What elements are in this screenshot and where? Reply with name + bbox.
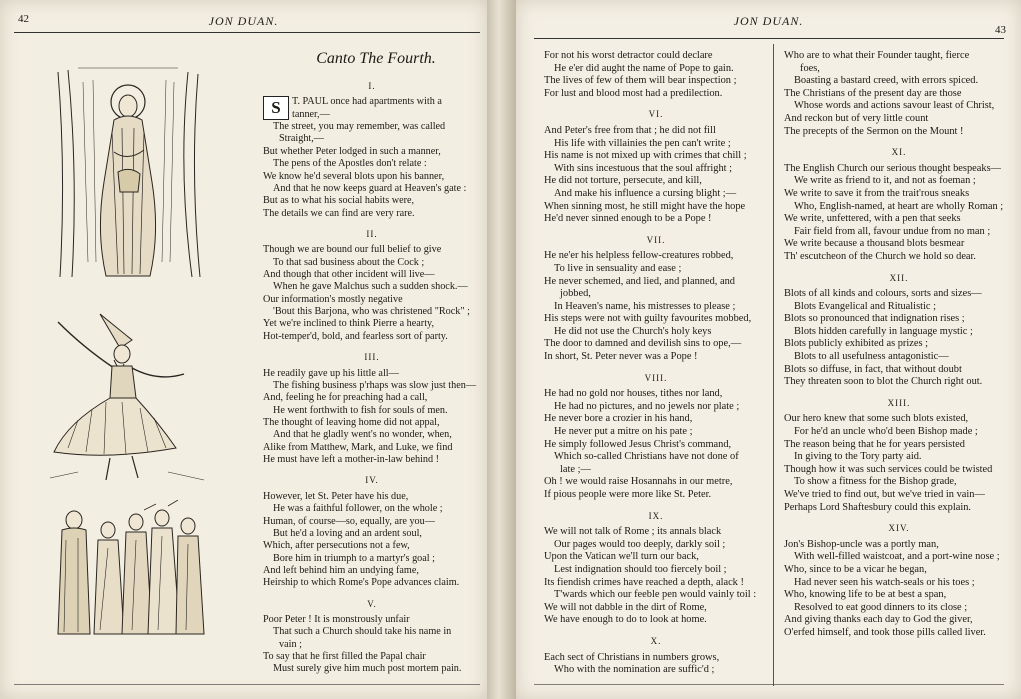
verse-line bbox=[263, 294, 481, 306]
verse-line bbox=[263, 133, 481, 145]
left-text-column bbox=[263, 72, 481, 676]
verse-line bbox=[784, 476, 1014, 489]
verse-text: He was a faithful follower, on the whole ; bbox=[273, 503, 443, 515]
verse-text: He did not torture, persecute, and kill, bbox=[544, 175, 702, 187]
verse-line bbox=[544, 577, 768, 590]
stanza bbox=[544, 372, 768, 502]
verse-line bbox=[263, 183, 481, 195]
verse-line bbox=[784, 602, 1014, 615]
verse-line bbox=[784, 175, 1014, 188]
verse-text: late ;— bbox=[560, 463, 591, 475]
verse-text: The pens of the Apostles don't relate : bbox=[273, 158, 427, 170]
verse-line bbox=[784, 226, 1014, 239]
verse-text: The Christians of the present day are those bbox=[784, 87, 962, 99]
verse-line bbox=[263, 626, 481, 638]
verse-line bbox=[784, 100, 1014, 113]
verse-line bbox=[544, 288, 768, 301]
verse-line bbox=[544, 88, 768, 101]
stanza-numeral: VI. bbox=[648, 109, 664, 120]
verse-line bbox=[263, 281, 481, 293]
verse-text: His name is not mixed up with crimes that chill ; bbox=[544, 150, 747, 162]
verse-text: We've tried to find out, but we've tried in vain— bbox=[784, 489, 985, 500]
verse-text: Which so-called Christians have not done of bbox=[554, 451, 739, 463]
verse-line bbox=[544, 388, 768, 401]
stanza bbox=[544, 510, 768, 627]
stanza bbox=[784, 272, 1014, 389]
verse-text: Yet we're inclined to think Pierre a hearty, bbox=[263, 318, 435, 330]
verse-line bbox=[263, 565, 481, 577]
verse-line bbox=[784, 614, 1014, 627]
verse-line bbox=[544, 551, 768, 564]
verse-line bbox=[263, 331, 481, 343]
verse-text: Our information's mostly negative bbox=[263, 293, 403, 305]
verse-line bbox=[784, 313, 1014, 326]
verse-line bbox=[784, 627, 1014, 640]
verse-text: T. PAUL once had apartments with a bbox=[292, 96, 442, 108]
verse-line bbox=[544, 138, 768, 151]
stanza bbox=[263, 351, 481, 466]
verse-line bbox=[263, 614, 481, 626]
verse-line bbox=[263, 528, 481, 540]
verse-text: The lives of few of them will bear inspection ; bbox=[544, 75, 737, 87]
verse-line bbox=[544, 413, 768, 426]
illustration-crowd bbox=[48, 500, 208, 640]
verse-line bbox=[263, 380, 481, 392]
verse-line bbox=[784, 589, 1014, 602]
verse-line bbox=[784, 539, 1014, 552]
header-rule bbox=[14, 32, 480, 33]
verse-text: We know he'd several blots upon his banner, bbox=[263, 170, 445, 182]
verse-text: Blots publicly exhibited as prizes ; bbox=[784, 338, 929, 350]
verse-text: And giving thanks each day to God the giver, bbox=[784, 614, 973, 626]
verse-text: Who are to what their Founder taught, fierce bbox=[784, 50, 970, 61]
verse-line bbox=[544, 426, 768, 439]
verse-text: Th' escutcheon of the Church we hold so dear. bbox=[784, 250, 977, 262]
verse-line bbox=[544, 338, 768, 351]
right-text-column-2 bbox=[784, 50, 1014, 640]
verse-line bbox=[544, 614, 768, 627]
verse-line bbox=[784, 301, 1014, 314]
verse-text: And, feeling he for preaching had a call, bbox=[263, 392, 428, 404]
verse-line bbox=[784, 376, 1014, 389]
verse-line bbox=[784, 489, 1014, 502]
verse-text: But he'd a loving and an ardent soul, bbox=[273, 527, 422, 539]
verse-text: foes, bbox=[800, 62, 820, 74]
verse-text: For he'd an uncle who'd been Bishop made ; bbox=[794, 426, 978, 438]
verse-text: O'erfed himself, and took those pills called liver. bbox=[784, 626, 986, 638]
verse-text: To that sad business about the Cock ; bbox=[273, 256, 425, 268]
column-divider bbox=[773, 44, 774, 686]
verse-line bbox=[544, 276, 768, 289]
verse-text: But whether Peter lodged in such a manner, bbox=[263, 145, 441, 157]
verse-line bbox=[544, 213, 768, 226]
verse-text: He had no gold nor houses, tithes nor land, bbox=[544, 388, 723, 400]
verse-line bbox=[544, 150, 768, 163]
verse-text: Blots of all kinds and colours, sorts and sizes— bbox=[784, 288, 982, 300]
verse-line bbox=[263, 195, 481, 207]
illustration-saint-figure bbox=[48, 62, 208, 282]
verse-line bbox=[784, 426, 1014, 439]
verse-line bbox=[263, 405, 481, 417]
verse-line bbox=[263, 491, 481, 503]
verse-text: The reason being that he for years persisted bbox=[784, 438, 965, 450]
verse-text: Alike from Matthew, Mark, and Luke, we find bbox=[263, 441, 453, 453]
verse-line bbox=[784, 439, 1014, 452]
verse-line bbox=[784, 413, 1014, 426]
stanza-numeral: V. bbox=[367, 598, 377, 609]
verse-line bbox=[784, 113, 1014, 126]
verse-text: His life with villainies the pen can't write ; bbox=[554, 137, 731, 149]
verse-text: And that he gladly went's no wonder, when, bbox=[273, 429, 452, 441]
stanza-numeral: XIV. bbox=[888, 523, 910, 534]
verse-text: The door to damned and devilish sins to ope,— bbox=[544, 338, 742, 350]
verse-text: Had never seen his watch-seals or his toes ; bbox=[794, 576, 975, 588]
verse-line bbox=[544, 489, 768, 502]
verse-text: We will not talk of Rome ; its annals black bbox=[544, 526, 722, 538]
verse-text: And left behind him an undying fame, bbox=[263, 564, 419, 576]
verse-line bbox=[784, 502, 1014, 515]
verse-line bbox=[263, 208, 481, 220]
drop-cap: S bbox=[263, 96, 289, 120]
verse-line bbox=[263, 306, 481, 318]
verse-line bbox=[784, 50, 1014, 63]
verse-text: He ne'er his helpless fellow-creatures robbed, bbox=[544, 250, 734, 262]
verse-text: He did not use the Church's holy keys bbox=[554, 325, 712, 337]
verse-text: Who with the nomination are suffic'd ; bbox=[554, 664, 715, 676]
stanza bbox=[263, 474, 481, 589]
verse-line bbox=[544, 250, 768, 263]
stanza bbox=[544, 234, 768, 364]
running-head: JON DUAN. bbox=[733, 14, 804, 28]
verse-line bbox=[263, 651, 481, 663]
verse-text: jobbed, bbox=[560, 288, 591, 300]
verse-line bbox=[784, 213, 1014, 226]
verse-line bbox=[544, 175, 768, 188]
verse-line bbox=[784, 88, 1014, 101]
verse-text: He must have left a mother-in-law behind ! bbox=[263, 454, 440, 466]
stanza bbox=[784, 522, 1014, 639]
verse-line bbox=[544, 50, 768, 63]
verse-text: The fishing business p'rhaps was slow just then— bbox=[273, 379, 477, 391]
running-head: JON DUAN. bbox=[208, 14, 279, 28]
stanza bbox=[544, 50, 768, 100]
verse-line bbox=[544, 464, 768, 477]
verse-text: And though that other incident will live— bbox=[263, 269, 435, 281]
verse-line bbox=[784, 201, 1014, 214]
verse-text: Hot-temper'd, bold, and fearless sort of party. bbox=[263, 330, 448, 342]
page-number: 42 bbox=[18, 13, 29, 25]
header-rule bbox=[534, 38, 1004, 39]
verse-text: Who, knowing life to be at best a span, bbox=[784, 589, 947, 601]
verse-line bbox=[544, 589, 768, 602]
stanza-numeral: IV. bbox=[365, 475, 379, 486]
verse-text: The thought of leaving home did not appal, bbox=[263, 416, 440, 428]
verse-text: When sinning most, he still might have the hope bbox=[544, 200, 746, 212]
verse-line bbox=[544, 564, 768, 577]
stanza bbox=[263, 228, 481, 343]
verse-line bbox=[263, 553, 481, 565]
verse-text: He readily gave up his little all— bbox=[263, 367, 399, 379]
verse-line bbox=[544, 201, 768, 214]
verse-text: The English Church our serious thought bespeaks— bbox=[784, 162, 1002, 174]
verse-line bbox=[544, 188, 768, 201]
verse-text: Blots Evangelical and Ritualistic ; bbox=[794, 300, 936, 312]
stanza-numeral: IX. bbox=[648, 510, 664, 521]
right-text-column-1 bbox=[544, 50, 768, 677]
verse-text: Upon the Vatican we'll turn our back, bbox=[544, 551, 699, 563]
verse-line bbox=[784, 364, 1014, 377]
verse-text: T'wards which our feeble pen would vainly toil : bbox=[554, 589, 757, 601]
verse-text: They threaten soon to blot the Church right out. bbox=[784, 376, 983, 388]
verse-line bbox=[544, 652, 768, 665]
verse-text: Oh ! we would raise Hosannahs in our metre, bbox=[544, 476, 733, 488]
verse-line bbox=[263, 146, 481, 158]
stanza-numeral: II. bbox=[366, 228, 378, 239]
verse-line bbox=[784, 564, 1014, 577]
verse-line bbox=[784, 577, 1014, 590]
verse-line bbox=[263, 454, 481, 466]
verse-text: Though how it was such services could be twisted bbox=[784, 463, 993, 475]
footer-rule bbox=[14, 684, 480, 685]
verse-text: He simply followed Jesus Christ's command, bbox=[544, 438, 732, 450]
verse-text: We will not dabble in the dirt of Rome, bbox=[544, 601, 707, 613]
verse-line bbox=[544, 313, 768, 326]
verse-text: Lest indignation should too fiercely boil ; bbox=[554, 563, 727, 575]
verse-line bbox=[544, 263, 768, 276]
verse-text: With sins incestuous that the soul affright ; bbox=[554, 162, 733, 174]
book-gutter bbox=[487, 0, 516, 699]
verse-text: He had no pictures, and no jewels nor plate ; bbox=[554, 400, 740, 412]
verse-line bbox=[784, 188, 1014, 201]
verse-line bbox=[784, 163, 1014, 176]
verse-text: His steps were not with guilty favourites mobbed, bbox=[544, 313, 752, 325]
verse-text: And Peter's free from that ; he did not fill bbox=[544, 124, 716, 136]
verse-text: In short, St. Peter never was a Pope ! bbox=[544, 351, 698, 363]
verse-text: If pious people were more like St. Peter. bbox=[544, 489, 712, 500]
verse-line bbox=[544, 351, 768, 364]
verse-text: Resolved to eat good dinners to its close ; bbox=[794, 601, 968, 613]
verse-line bbox=[784, 451, 1014, 464]
verse-line bbox=[544, 163, 768, 176]
verse-line bbox=[784, 251, 1014, 264]
verse-text: He never schemed, and lied, and planned, and bbox=[544, 275, 735, 287]
verse-line bbox=[263, 442, 481, 454]
verse-line bbox=[544, 476, 768, 489]
verse-text: Bore him in triumph to a martyr's goal ; bbox=[273, 552, 435, 564]
verse-line bbox=[784, 464, 1014, 477]
verse-line bbox=[263, 158, 481, 170]
stanza bbox=[784, 397, 1014, 514]
left-page bbox=[0, 0, 487, 699]
verse-text: Who, English-named, at heart are wholly Roman ; bbox=[794, 200, 1004, 212]
verse-line bbox=[784, 75, 1014, 88]
illustration-dancing-figure bbox=[48, 302, 208, 487]
verse-text: We write to save it from the trait'rous sneaks bbox=[784, 187, 970, 199]
verse-line bbox=[263, 417, 481, 429]
stanza-numeral: VII. bbox=[646, 234, 666, 245]
verse-line bbox=[263, 318, 481, 330]
verse-text: He e'er did aught the name of Pope to gain. bbox=[554, 62, 734, 74]
verse-line bbox=[544, 664, 768, 677]
verse-text: When he gave Malchus such a sudden shock.— bbox=[273, 281, 468, 293]
verse-text: In Heaven's name, his mistresses to please ; bbox=[554, 300, 736, 312]
verse-line bbox=[263, 540, 481, 552]
verse-text: And reckon but of very little count bbox=[784, 112, 929, 124]
verse-line bbox=[784, 238, 1014, 251]
verse-text: To say that he first filled the Papal chair bbox=[263, 651, 426, 663]
verse-line bbox=[263, 663, 481, 675]
verse-text: Each sect of Christians in numbers grows, bbox=[544, 651, 720, 663]
verse-line bbox=[544, 526, 768, 539]
verse-text: And make his influence a cursing blight ;— bbox=[554, 187, 737, 199]
verse-line bbox=[263, 429, 481, 441]
stanza bbox=[263, 598, 481, 676]
verse-line bbox=[544, 301, 768, 314]
stanza-numeral: XIII. bbox=[887, 397, 911, 408]
verse-text: We write because a thousand blots besmear bbox=[784, 238, 965, 250]
verse-text: To show a fitness for the Bishop grade, bbox=[794, 476, 957, 488]
verse-text: Though we are bound our full belief to give bbox=[263, 244, 442, 256]
verse-text: For not his worst detractor could declare bbox=[544, 50, 713, 61]
verse-line bbox=[784, 551, 1014, 564]
stanza bbox=[784, 50, 1014, 138]
verse-text: He went forthwith to fish for souls of men. bbox=[273, 404, 448, 416]
verse-line bbox=[544, 401, 768, 414]
verse-text: And that he now keeps guard at Heaven's gate : bbox=[273, 182, 467, 194]
verse-line bbox=[784, 288, 1014, 301]
verse-text: But as to what his social habits were, bbox=[263, 195, 415, 207]
verse-text: Our pages would too deeply, darkly soil ; bbox=[554, 538, 726, 550]
page-number: 43 bbox=[995, 24, 1006, 36]
verse-line bbox=[784, 351, 1014, 364]
stanza-numeral: III. bbox=[364, 352, 380, 363]
verse-text: He'd never sinned enough to be a Pope ! bbox=[544, 213, 712, 225]
verse-text: Straight,— bbox=[279, 133, 324, 145]
verse-line bbox=[263, 503, 481, 515]
verse-line bbox=[263, 516, 481, 528]
verse-text: Jon's Bishop-uncle was a portly man, bbox=[784, 538, 939, 550]
verse-text: In giving to the Tory party aid. bbox=[794, 451, 922, 463]
verse-line bbox=[263, 109, 481, 121]
verse-text: Human, of course—so, equally, are you— bbox=[263, 515, 435, 527]
verse-line bbox=[784, 338, 1014, 351]
verse-text: Heirship to which Rome's Pope advances claim. bbox=[263, 577, 460, 589]
verse-text: The street, you may remember, was called bbox=[273, 121, 446, 133]
verse-text: The details we can find are very rare. bbox=[263, 207, 415, 219]
verse-line bbox=[263, 368, 481, 380]
verse-text: Blots to all usefulness antagonistic— bbox=[794, 351, 949, 363]
verse-line bbox=[784, 63, 1014, 76]
verse-line bbox=[544, 326, 768, 339]
verse-text: Blots hidden carefully in language mystic ; bbox=[794, 325, 973, 337]
right-page bbox=[516, 0, 1021, 699]
verse-line bbox=[263, 121, 481, 133]
verse-line bbox=[263, 577, 481, 589]
verse-line bbox=[544, 539, 768, 552]
verse-text: We write, unfettered, with a pen that seeks bbox=[784, 213, 961, 225]
verse-text: The precepts of the Sermon on the Mount ! bbox=[784, 125, 964, 137]
stanza-numeral: XI. bbox=[891, 147, 907, 158]
verse-line bbox=[544, 75, 768, 88]
verse-text: Must surely give him much post mortem pain. bbox=[273, 663, 462, 675]
verse-line bbox=[263, 257, 481, 269]
verse-text: That such a Church should take his name in bbox=[273, 626, 452, 638]
verse-text: Whose words and actions savour least of Christ, bbox=[794, 100, 995, 112]
verse-line bbox=[263, 269, 481, 281]
verse-line bbox=[263, 171, 481, 183]
verse-line bbox=[544, 439, 768, 452]
verse-line bbox=[544, 451, 768, 464]
verse-text: We have enough to do to look at home. bbox=[544, 614, 707, 626]
footer-rule bbox=[534, 684, 1004, 685]
verse-line bbox=[544, 602, 768, 615]
stanza-numeral: XII. bbox=[889, 272, 909, 283]
verse-text: He never bore a crozier in his hand, bbox=[544, 413, 693, 425]
verse-line bbox=[784, 326, 1014, 339]
stanza-numeral: X. bbox=[650, 635, 662, 646]
verse-text: For lust and blood most had a predilection. bbox=[544, 87, 723, 99]
stanza bbox=[544, 108, 768, 225]
verse-text: He never put a mitre on his pate ; bbox=[554, 426, 693, 438]
verse-line bbox=[784, 126, 1014, 139]
verse-text: Which, after persecutions not a few, bbox=[263, 540, 410, 552]
verse-text: Its fiendish crimes have reached a depth, alack ! bbox=[544, 576, 744, 588]
canto-title: Canto The Fourth. bbox=[316, 50, 436, 67]
verse-text: tanner,— bbox=[292, 108, 330, 120]
verse-text: To live in sensuality and ease ; bbox=[554, 262, 682, 274]
verse-text: Poor Peter ! It is monstrously unfair bbox=[263, 614, 410, 626]
verse-text: vain ; bbox=[279, 638, 302, 650]
stanza-numeral: VIII. bbox=[644, 372, 668, 383]
stanza bbox=[263, 80, 481, 220]
verse-line bbox=[544, 63, 768, 76]
verse-text: 'Bout this Barjona, who was christened "Rock" ; bbox=[273, 306, 470, 318]
verse-line bbox=[263, 244, 481, 256]
verse-line bbox=[263, 392, 481, 404]
verse-text: Perhaps Lord Shaftesbury could this explain. bbox=[784, 501, 971, 513]
verse-text: Blots so diffuse, in fact, that without doubt bbox=[784, 363, 962, 375]
stanza bbox=[784, 146, 1014, 263]
verse-text: We write as friend to it, and not as foeman ; bbox=[794, 175, 976, 187]
verse-line bbox=[544, 125, 768, 138]
verse-text: However, let St. Peter have his due, bbox=[263, 490, 409, 502]
verse-text: With well-filled waistcoat, and a port-wine nose ; bbox=[794, 551, 1000, 563]
verse-text: Fair field from all, favour undue from no man ; bbox=[794, 225, 991, 237]
verse-line bbox=[263, 639, 481, 651]
stanza-numeral: I. bbox=[368, 81, 376, 91]
verse-text: Who, since to be a vicar he began, bbox=[784, 563, 927, 575]
verse-text: Our hero knew that some such blots existed, bbox=[784, 413, 969, 425]
stanza bbox=[544, 635, 768, 677]
verse-text: Blots so pronounced that indignation rises ; bbox=[784, 313, 965, 325]
verse-text: Boasting a bastard creed, with errors spiced. bbox=[794, 75, 979, 87]
